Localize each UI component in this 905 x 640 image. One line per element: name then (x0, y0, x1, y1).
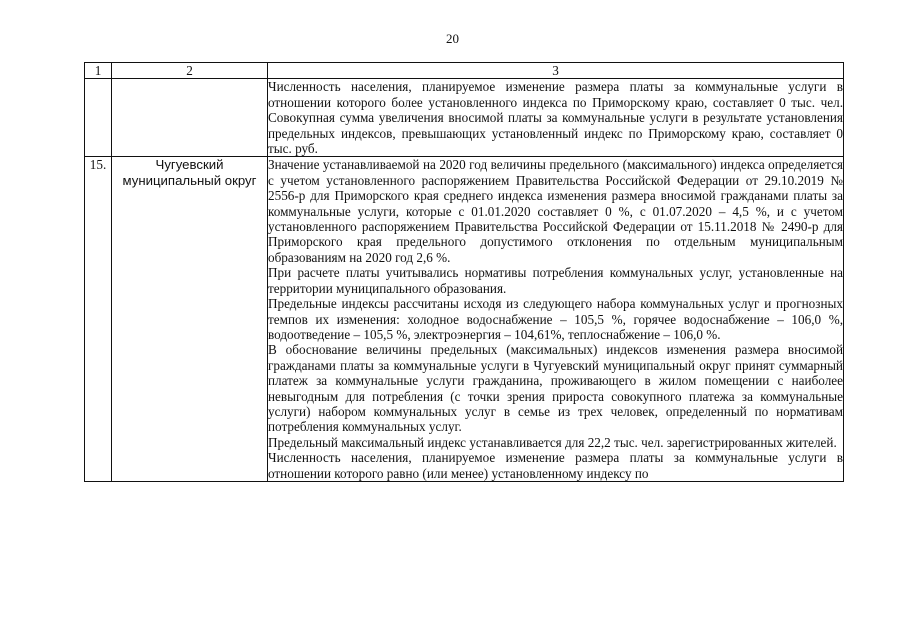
page-number: 20 (446, 31, 459, 46)
row-number-cell: 15. (85, 157, 112, 482)
page-bottom-margin (0, 580, 905, 640)
column-header-number: 1 (85, 63, 112, 79)
paragraph: Предельный максимальный индекс устанавливается для 22,2 тыс. чел. зарегистрированных жителей. (268, 434, 837, 450)
description-cell (268, 157, 844, 482)
paragraph: При расчете платы учитывались нормативы потребления коммунальных услуг, установленные на территории муниципального образования. (268, 265, 843, 296)
tariff-index-table (84, 62, 844, 482)
paragraph: Численность населения, планируемое изменение размера платы за коммунальные услуги в отношении которого более установленного индекса по Приморскому краю, составляет 0 тыс. чел. Совокупная сумма увеличения вносимой платы за коммунальные услуги в результате установления предельных индексов, превышающих установленный индекс по Приморскому краю, составляет 0 тыс. руб. (268, 79, 843, 157)
column-header-municipality: 2 (112, 63, 268, 79)
table-row (85, 157, 844, 482)
paragraph: Предельные индексы рассчитаны исходя из следующего набора коммунальных услуг и прогнозных темпов их изменения: холодное водоснабжение – 105,5 %, горячее водоснабжение – 106,0 %, водоотведение – 105,5 %, электроэнергия – 104,61%, теплоснабжение – 106,0 %. (268, 296, 843, 342)
municipality-cell (112, 79, 268, 157)
paragraph: В обоснование величины предельных (максимальных) индексов изменения размера вносимой гражданами платы за коммунальные услуги в Чугуевский муниципальный округ принят суммарный платеж за коммунальные услуги гражданина, проживающего в жилом помещении с наиболее невыгодным для потребления (с точки зрения прироста совокупного платежа за коммунальные услуги) набором коммунальных услуг в семье из трех человек, определенный по нормативам потребления коммунальных услуг. (268, 342, 843, 435)
paragraph: Значение устанавливаемой на 2020 год величины предельного (максимального) индекса определяется с учетом установленного распоряжением Правительства Российской Федерации от 29.10.2019 № 2556-р для Приморского края среднего индекса изменения размера вносимой гражданами платы за коммунальные услуги, которые с 01.01.2020 составляет 0 %, с 01.07.2020 – 4,5 %, и с учетом установленного распоряжением Правительства Российской Федерации от 15.11.2018 № 2490-р для Приморского края предельного допустимого отклонения по отдельным муниципальным образованиям на 2020 год 2,6 %. (268, 157, 843, 265)
column-header-description: 3 (268, 63, 844, 79)
paragraph: Численность населения, планируемое изменение размера платы за коммунальные услуги в отношении которого равно (или менее) установленному индексу по (268, 450, 843, 481)
table-header-row (85, 63, 844, 79)
table-row (85, 79, 844, 157)
description-cell (268, 79, 844, 157)
row-number-cell (85, 79, 112, 157)
municipality-cell: Чугуевский муниципальный округ (112, 157, 268, 482)
